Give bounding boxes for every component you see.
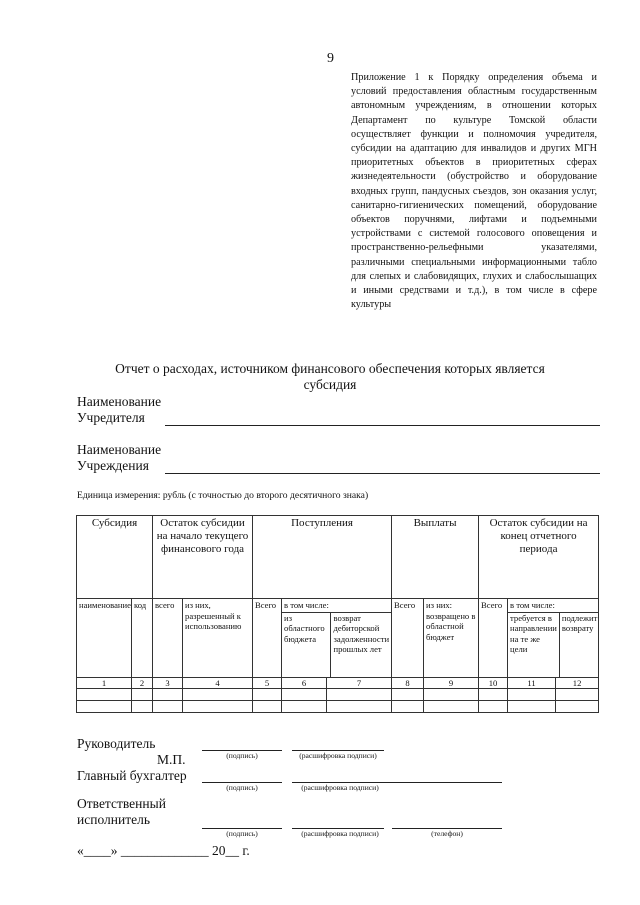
col-num: 12 — [556, 678, 599, 689]
empty-row[interactable] — [77, 701, 599, 713]
col-num: 6 — [282, 678, 327, 689]
header-balance-start: Остаток субсидии на начало текущего финансового года — [153, 516, 253, 599]
col-payments-total: Всего — [392, 599, 424, 678]
empty-row[interactable] — [77, 689, 599, 701]
unit-of-measure: Единица измерения: рубль (с точностью до второго десятичного знака) — [77, 490, 369, 501]
col-num: 5 — [253, 678, 282, 689]
col-to-return: подлежит возврату — [561, 612, 598, 634]
column-numbers-row — [77, 678, 599, 689]
chief-sign-caption: (подпись) — [226, 783, 258, 792]
header-payments: Выплаты — [392, 516, 479, 599]
col-num: 4 — [183, 678, 253, 689]
col-num: 2 — [132, 678, 153, 689]
end-including-label: в том числе: — [508, 599, 598, 613]
founder-label-2: Учредителя — [77, 410, 145, 425]
founder-label-1: Наименование — [77, 394, 162, 409]
col-num: 10 — [479, 678, 508, 689]
col-num: 1 — [77, 678, 132, 689]
page-number: 9 — [327, 51, 334, 66]
col-code: код — [132, 599, 153, 678]
institution-label-2: Учреждения — [77, 458, 149, 473]
report-title-line2: субсидия — [303, 377, 357, 392]
receipts-including-label: в том числе: — [282, 599, 391, 613]
end-breakdown — [508, 599, 599, 678]
col-num: 7 — [327, 678, 392, 689]
founder-field[interactable] — [165, 425, 600, 426]
resp-decode-caption: (расшифровка подписи) — [301, 829, 379, 838]
resp-sign-caption: (подпись) — [226, 829, 258, 838]
report-title-line1: Отчет о расходах, источником финансового обеспечения которых является — [115, 361, 545, 376]
col-receivables-return: возврат дебиторской задолженности прошлых лет — [333, 612, 390, 655]
col-returned: из них: возвращено в областной бюджет — [424, 599, 479, 678]
report-table — [76, 515, 599, 713]
header-subsidy: Субсидия — [77, 516, 153, 599]
header-balance-end: Остаток субсидии на конец отчетного периода — [479, 516, 599, 599]
chief-decode-caption: (расшифровка подписи) — [301, 783, 379, 792]
chief-accountant-label: Главный бухгалтер — [77, 768, 187, 783]
receipts-breakdown — [282, 599, 392, 678]
col-same-purpose: требуется в направлении на те же цели — [508, 613, 560, 677]
col-num: 11 — [508, 678, 556, 689]
head-label: Руководитель — [77, 736, 156, 751]
col-receipts-total: Всего — [253, 599, 282, 678]
institution-field[interactable] — [165, 473, 600, 474]
header-receipts: Поступления — [253, 516, 392, 599]
col-num: 8 — [392, 678, 424, 689]
col-num: 3 — [153, 678, 183, 689]
resp-phone-caption: (телефон) — [431, 829, 463, 838]
responsible-label-2: исполнитель — [77, 812, 150, 827]
col-name: наименование — [77, 599, 132, 678]
col-allowed: из них, разрешенный к использованию — [183, 599, 253, 678]
col-total-start: всего — [153, 599, 183, 678]
report-title — [60, 361, 600, 393]
stamp-label: М.П. — [157, 752, 186, 767]
institution-label-1: Наименование — [77, 442, 162, 457]
col-regional-budget: из областного бюджета — [282, 613, 331, 677]
head-sign-caption: (подпись) — [226, 751, 258, 760]
appendix-note: Приложение 1 к Порядку определения объема и условий предоставления областным государственным автономным учреждениям, в отношении которых Департамент по культуре Томской области осуществляет функции и полномочия учредителя, субсидии на адаптацию для инвалидов и других МГН приоритетных объектов в приоритетных сферах жизнедеятельности (обустройство и оборудование входных групп, пандусных съездов, зон оказания услуг, санитарно-гигиенических помещений, оборудование объектов поручнями, лифтами и подъемными устройствами с системой голосового оповещения и пространственно-рельефными указателями, различными специальными информационными табло для слепых и слабовидящих, глухих и слабослышащих и иными средствами и т.д.), в том числе в сфере культуры — [351, 72, 597, 311]
head-decode-caption: (расшифровка подписи) — [299, 751, 377, 760]
responsible-label-1: Ответственный — [77, 796, 166, 811]
col-num: 9 — [424, 678, 479, 689]
date-line[interactable]: «____» _____________ 20__ г. — [77, 843, 250, 858]
col-end-total: Всего — [479, 599, 508, 678]
